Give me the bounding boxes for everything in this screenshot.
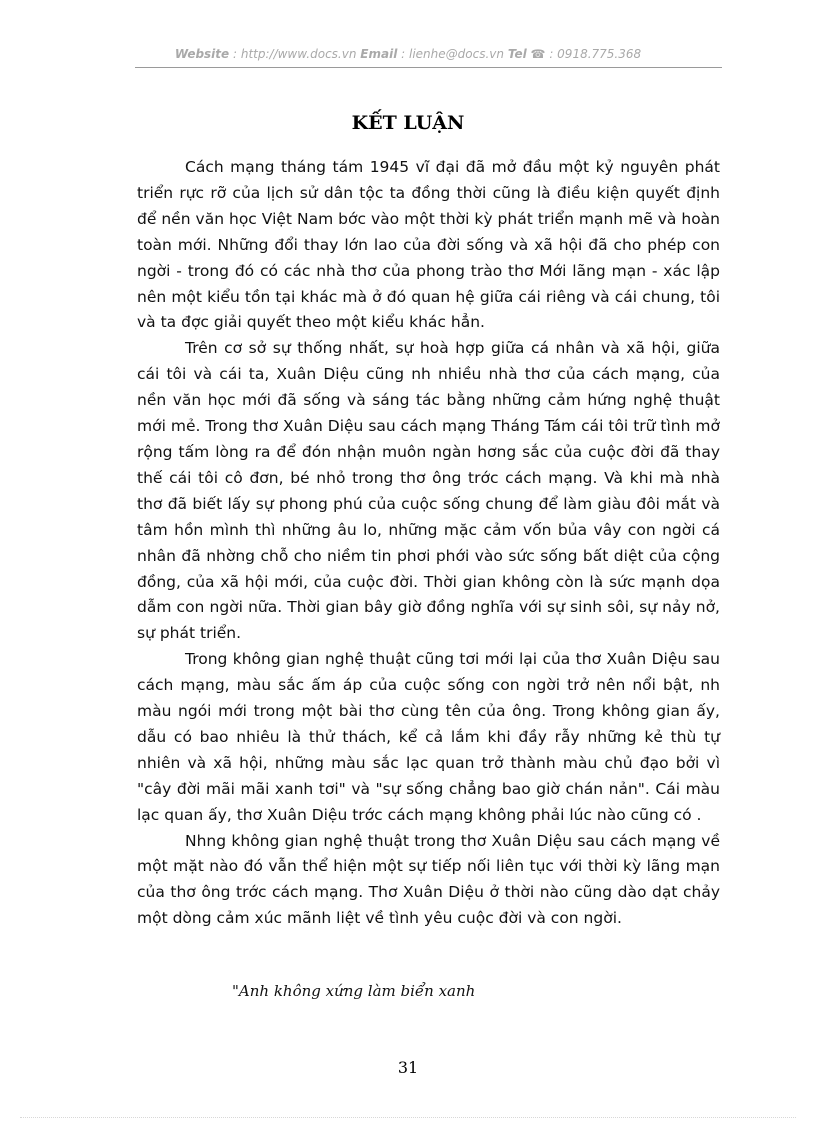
page-number: 31 xyxy=(397,1058,419,1077)
email-value: lienhe@docs.vn xyxy=(409,47,504,61)
tel-value: 0918.775.368 xyxy=(557,47,642,61)
header-divider xyxy=(135,67,722,68)
website-value: http://www.docs.vn xyxy=(240,47,357,61)
phone-icon: ☎ xyxy=(530,47,546,61)
tel-label: Tel xyxy=(507,47,527,61)
paragraph: Trong không gian nghệ thuật cũng tơi mới lại của thơ Xuân Diệu sau cách mạng, màu sắc ấm áp của cuộc sống con ngời trở nên nổi bật, nh màu ngói mới trong một bài thơ cùng tên của ông. Trong không gian ấy, dẫu có bao nhiêu là thử thách, kể cả lắm khi đầy rẫy những kẻ thù tự nhiên và xã hội, những màu sắc lạc quan trở thành màu chủ đạo bởi vì "cây đời mãi mãi xanh tơi" và "sự sống chẳng bao giờ chán nản". Cái màu lạc quan ấy, thơ Xuân Diệu trớc cách mạng không phải lúc nào cũng có . xyxy=(137,650,720,824)
email-label: Email xyxy=(360,47,398,61)
paragraph: Trên cơ sở sự thống nhất, sự hoà hợp giữa cá nhân và xã hội, giữa cái tôi và cái ta, Xuân Diệu cũng nh nhiều nhà thơ của cách mạng, của nền văn học mới đã sống và sáng tác bằng những cảm hứng nghệ thuật mới mẻ. Trong thơ Xuân Diệu sau cách mạng Tháng Tám cái tôi trữ tình mở rộng tấm lòng ra để đón nhận muôn ngàn hơng sắc của cuộc đời đã thay thế cái tôi cô đơn, bé nhỏ trong thơ ông trớc cách mạng. Và khi mà nhà thơ đã biết lấy sự phong phú của cuộc sống chung để làm giàu đôi mắt và tâm hồn mình thì những âu lo, những mặc cảm vốn bủa vây con ngời cá nhân đã nhờng chỗ cho niềm tin phơi phới vào sức sống bất diệt của cộng đồng, của xã hội mới, của cuộc đời. Thời gian không còn là sức mạnh dọa dẫm con ngời nữa. Thời gian bây giờ đồng nghĩa với sự sinh sôi, sự nảy nở, sự phát triển. xyxy=(137,339,720,643)
paragraph: Cách mạng tháng tám 1945 vĩ đại đã mở đầu một kỷ nguyên phát triển rực rỡ của lịch sử dân tộc ta đồng thời cũng là điều kiện quyết định để nền văn học Việt Nam bớc vào một thời kỳ phát triển mạnh mẽ và hoàn toàn mới. Những đổi thay lớn lao của đời sống và xã hội đã cho phép con ngời - trong đó có các nhà thơ của phong trào thơ Mới lãng mạn - xác lập nên một kiểu tồn tại khác mà ở đó quan hệ giữa cái riêng và cái chung, tôi và ta đợc giải quyết theo một kiểu khác hẳn. xyxy=(137,158,720,332)
website-label: Website xyxy=(174,47,230,61)
body-text xyxy=(137,155,720,932)
page-title: KẾT LUẬN xyxy=(351,112,465,134)
page-header: Website : http://www.docs.vn Email : lienhe@docs.vn Tel ☎ : 0918.775.368 xyxy=(174,47,642,61)
footer-divider xyxy=(20,1117,796,1118)
paragraph: Nhng không gian nghệ thuật trong thơ Xuân Diệu sau cách mạng về một mặt nào đó vẫn thể hiện một sự tiếp nối liên tục với thời kỳ lãng mạn của thơ ông trớc cách mạng. Thơ Xuân Diệu ở thời nào cũng dào dạt chảy một dòng cảm xúc mãnh liệt về tình yêu cuộc đời và con ngời. xyxy=(137,831,720,928)
verse-quote: "Anh không xứng làm biển xanh xyxy=(232,982,476,1000)
